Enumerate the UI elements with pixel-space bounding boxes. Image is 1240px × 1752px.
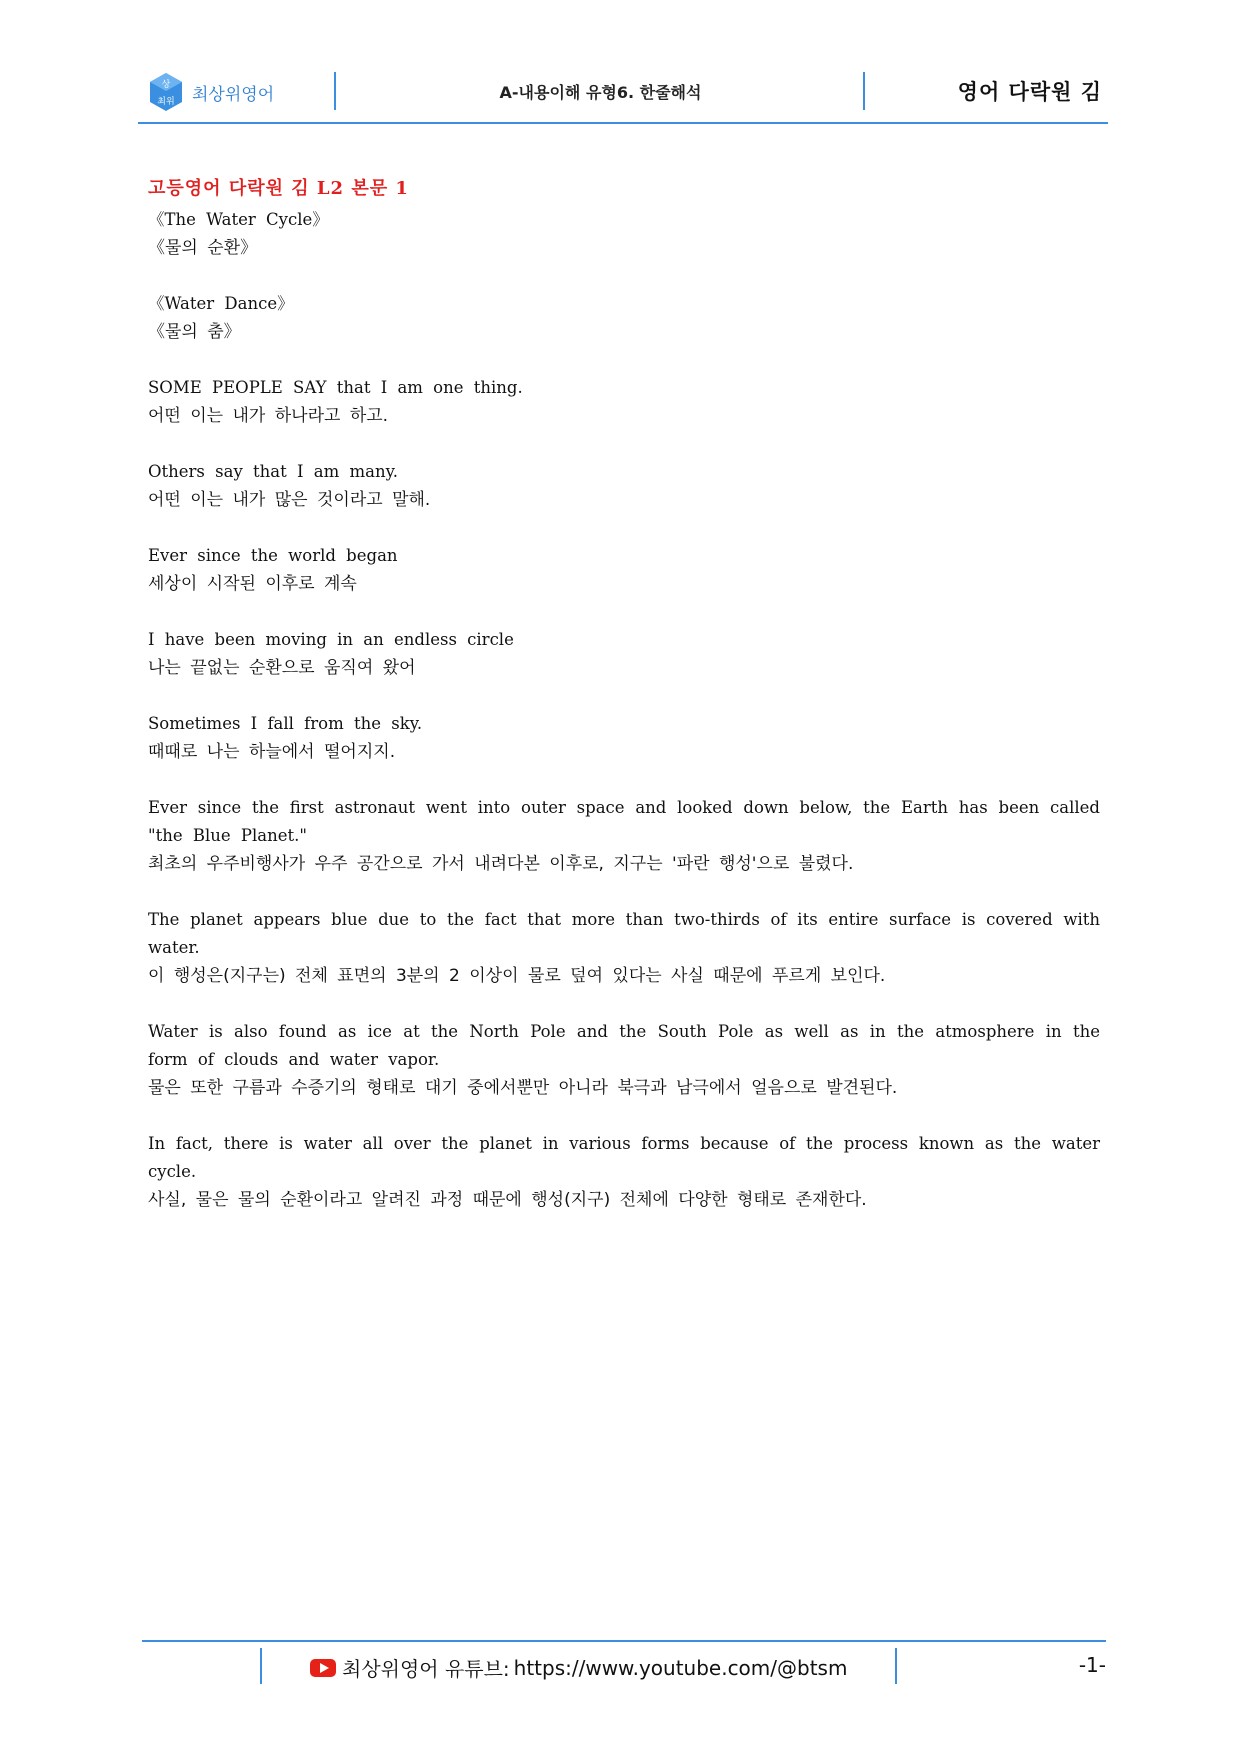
english-sentence: The planet appears blue due to the fact that more than two-thirds of its entire surface is covered with water. (148, 910, 1100, 957)
english-sentence: Water is also found as ice at the North Pole and the South Pole as well as in the atmosphere in the form of clouds and water vapor. (148, 1022, 1100, 1069)
korean-translation: 나는 끝없는 순환으로 움직여 왔어 (148, 658, 416, 678)
korean-translation: 어떤 이는 내가 많은 것이라고 말해. (148, 490, 431, 510)
korean-translation: 어떤 이는 내가 하나라고 하고. (148, 406, 389, 426)
footer-link[interactable] (310, 1653, 847, 1682)
english-sentence: Ever since the first astronaut went into outer space and looked down below, the Earth has been called "the Blue Planet." (148, 798, 1100, 845)
header-rule (138, 122, 1108, 124)
korean-translation: 때때로 나는 하늘에서 떨어지지. (148, 742, 396, 762)
sentence-pair (148, 794, 1100, 878)
svg-text:최위: 최위 (157, 97, 175, 107)
header-title: A-내용이해 유형6. 한줄해석 (499, 83, 702, 102)
header-author: 영어 다락원 김 (957, 80, 1102, 104)
english-sentence: 《Water Dance》 (148, 294, 294, 313)
header-divider (863, 72, 865, 110)
brand-logo-icon (148, 72, 184, 112)
sentence-pair (148, 542, 1100, 598)
header-divider (334, 72, 336, 110)
footer-rule (142, 1640, 1106, 1642)
english-sentence: Others say that I am many. (148, 462, 398, 481)
english-sentence: I have been moving in an endless circle (148, 630, 514, 649)
sentence-pair (148, 906, 1100, 990)
footer-divider (895, 1648, 897, 1684)
korean-translation: 《물의 춤》 (148, 322, 241, 342)
footer-url[interactable]: https://www.youtube.com/@btsm (513, 1655, 848, 1680)
sentence-pair (148, 626, 1100, 682)
korean-translation: 이 행성은(지구는) 전체 표면의 3분의 2 이상이 물로 덮여 있다는 사실 때문에 푸르게 보인다. (148, 966, 886, 986)
sentence-pair (148, 206, 1100, 262)
korean-translation: 세상이 시작된 이후로 계속 (148, 574, 357, 594)
korean-translation: 물은 또한 구름과 수증기의 형태로 대기 중에서뿐만 아니라 북극과 남극에서 얼음으로 발견된다. (148, 1078, 898, 1098)
sentence-pair (148, 374, 1100, 430)
sentence-pair (148, 290, 1100, 346)
brand-name: 최상위영어 (192, 84, 275, 105)
sentence-pair (148, 710, 1100, 766)
korean-translation: 최초의 우주비행사가 우주 공간으로 가서 내려다본 이후로, 지구는 '파란 행성'으로 불렸다. (148, 854, 854, 874)
svg-text:상: 상 (161, 80, 171, 90)
brand (148, 72, 274, 112)
english-sentence: Ever since the world began (148, 546, 398, 565)
english-sentence: Sometimes I fall from the sky. (148, 714, 423, 733)
english-sentence: In fact, there is water all over the planet in various forms because of the process known as the water cycle. (148, 1134, 1100, 1181)
sentence-pair (148, 1130, 1100, 1214)
youtube-icon (310, 1659, 336, 1677)
section-title: 고등영어 다락원 김 L2 본문 1 (148, 178, 409, 199)
page-header (138, 62, 1108, 124)
footer-divider (260, 1648, 262, 1684)
sentence-pair (148, 1018, 1100, 1102)
footer-label: 최상위영어 유튜브: (342, 1657, 510, 1681)
sentence-pair (148, 458, 1100, 514)
korean-translation: 《물의 순환》 (148, 238, 258, 258)
page-number: -1- (1078, 1653, 1106, 1677)
english-sentence: 《The Water Cycle》 (148, 210, 329, 229)
document-body (148, 174, 1100, 1242)
english-sentence: SOME PEOPLE SAY that I am one thing. (148, 378, 523, 397)
korean-translation: 사실, 물은 물의 순환이라고 알려진 과정 때문에 행성(지구) 전체에 다양한 형태로 존재한다. (148, 1190, 867, 1210)
